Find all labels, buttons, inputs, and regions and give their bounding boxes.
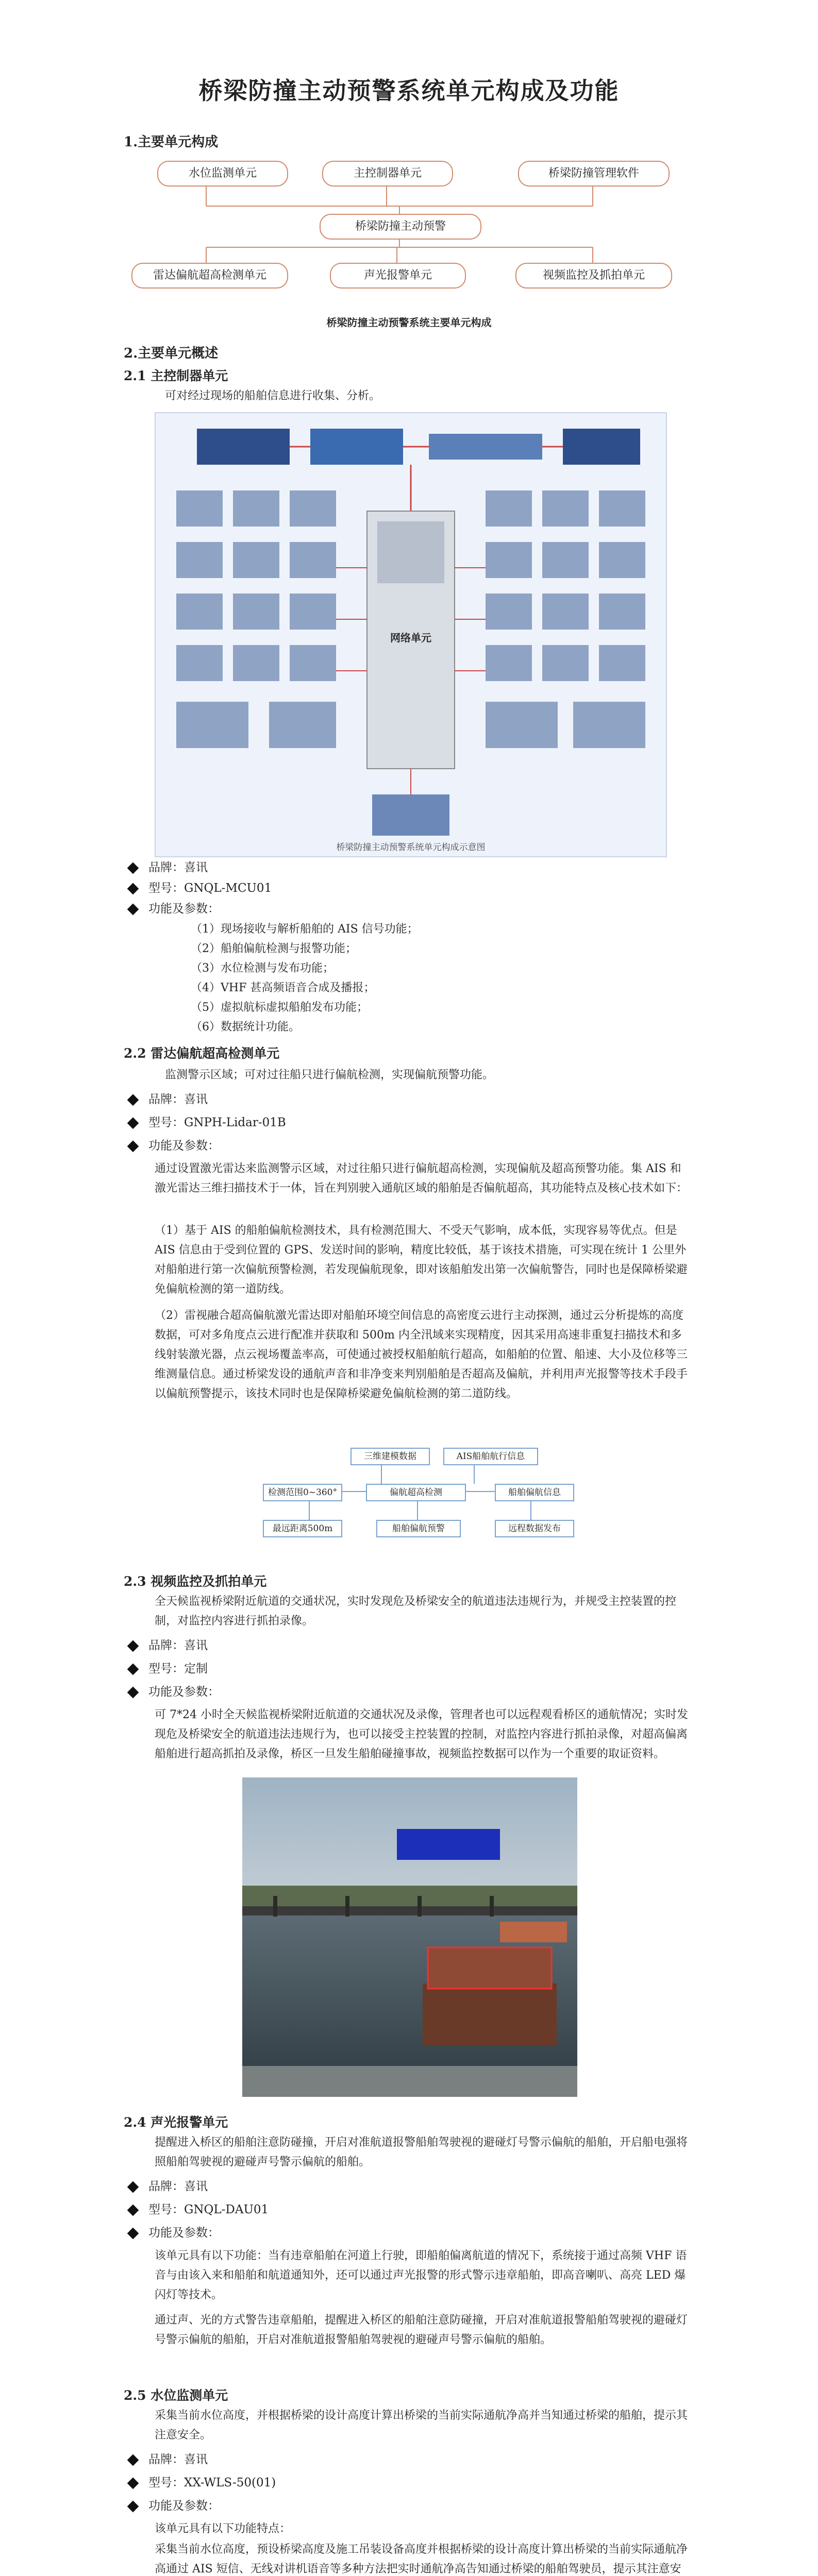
s25-func-label: 功能及参数： [129,2496,220,2516]
s24-func-label: 功能及参数： [129,2223,220,2243]
s21-func-3: （3）水位检测与发布功能； [191,962,334,975]
s21-func-4: （4）VHF 甚高频语音合成及播报； [191,981,375,994]
s22-para-2: （1）基于 AIS 的船舶偏航检测技术，具有检测范围大、不受天气影响，成本低，实现容易等优点。但是 AIS 信息由于受到位置的 GPS、发送时间的影响，精度比较低，基于该技术措施，可实现在统计 1 公里外对船舶进行第一次偏航预警检测，若发现偏航现象，即对该船舶发出第一次偏航警告，同时也是保障桥梁避免偏航检测的第一道防线。 [155,1224,688,1296]
s21-func-2: （2）船舶偏航检测与报警功能； [191,942,357,955]
s23-brand: 品牌：喜讯 [129,1636,208,1655]
flow-ais-info: AIS船舶航行信息 [443,1448,538,1465]
unit-water-level: 水位监测单元 [157,161,288,187]
s24-brand: 品牌：喜讯 [129,2177,208,2196]
s22-para-1: 通过设置激光雷达来监测警示区域，对过往船只进行偏航超高检测，实现偏航及超高预警功能。集 AIS 和激光雷达三维扫描技术于一体，旨在判别驶入通航区域的船舶是否偏航超高，其功能特点及核心技术如下： [155,1162,688,1195]
s21-func-6: （6）数据统计功能。 [191,1021,300,1033]
flow-center: 偏航超高检测 [366,1484,466,1501]
section-1-caption: 桥梁防撞主动预警系统主要单元构成 [326,316,492,329]
s24-para-1: 该单元具有以下功能：当有违章船舶在河道上行驶，即船舶偏离航道的情况下，系统接于通过高频 VHF 语音与由该入来和船舶和航道通知外，还可以通过声光报警的形式警示违章船舶，即高音喇叭、高亮 LED 爆闪灯等技术。 [155,2249,687,2301]
section-2-2-heading: 2.2 雷达偏航超高检测单元 [124,1046,280,1061]
s21-func-5: （5）虚拟航标虚拟船舶发布功能； [191,1001,368,1014]
flow-range: 检测范围0~360° [263,1484,342,1501]
unit-video: 视频监控及抓拍单元 [515,263,672,289]
unit-management-software: 桥梁防撞管理软件 [518,161,670,187]
s22-para-3: （2）雷视融合超高偏航激光雷达即对船舶环境空间信息的高密度云进行主动探测，通过云分析提炼的高度数据，可对多角度点云进行配准并获取和 500m 内全汛域来实现精度，因其采用高速非重复扫描技术和多线射装激光器，点云视场覆盖率高，可使通过被授权船舶航行超高，如船舶的位置、船速、大小及位移等三维测量信息。通过桥梁发设的通航声音和非净变来判别船舶是否超高及偏航，并利用声光报警等技术手段手以偏航预警提示，该技术同时也是保障桥梁避免偏航检测的第二道防线。 [155,1309,688,1400]
section-2-heading: 2.主要单元概述 [124,346,219,361]
s21-func-1: （1）现场接收与解析船舶的 AIS 信号功能； [191,923,419,936]
s24-model: 型号：GNQL-DAU01 [129,2200,269,2219]
section-2-5-intro: 采集当前水位高度，并根据桥梁的设计高度计算出桥梁的当前实际通航净高并当知通过桥梁的船舶，提示其注意安全。 [155,2409,688,2442]
s21-func-label: 功能及参数： [129,899,220,919]
s21-brand: 品牌：喜讯 [129,858,208,877]
section-2-2-intro: 监测警示区域；可对过往船只进行偏航检测，实现偏航预警功能。 [165,1069,494,1081]
s22-brand: 品牌：喜讯 [129,1090,208,1109]
network-diagram-caption: 桥梁防撞主动预警系统单元构成示意图 [336,842,486,853]
section-2-3-heading: 2.3 视频监控及抓拍单元 [124,1574,267,1589]
flow-remote: 远程数据发布 [495,1520,574,1537]
s25-para-1: 该单元具有以下功能特点： [155,2522,291,2535]
flow-3d-model: 三维建模数据 [350,1448,430,1465]
s25-model: 型号：XX-WLS-50(01) [129,2473,276,2493]
bridge-surveillance-photo [242,1777,577,2097]
flow-yaw-info: 船舶偏航信息 [495,1484,574,1501]
s25-brand: 品牌：喜讯 [129,2450,208,2469]
section-2-4-heading: 2.4 声光报警单元 [124,2115,228,2130]
s23-func-label: 功能及参数： [129,1682,220,1702]
network-unit-label: 网络单元 [390,632,431,644]
section-2-4-intro: 提醒进入桥区的船舶注意防碰撞，开启对准航道报警船舶驾驶视的避碰灯号警示偏航的船舶，开启船电强将照船舶驾驶视的避碰声号警示偏航的船舶。 [155,2136,688,2168]
unit-radar: 雷达偏航超高检测单元 [131,263,288,289]
photo-graphic [242,1777,577,2097]
section-2-1-heading: 2.1 主控制器单元 [124,368,228,383]
section-2-5-heading: 2.5 水位监测单元 [124,2388,228,2403]
s22-model: 型号：GNPH-Lidar-01B [129,1113,286,1132]
section-2-3-intro: 全天候监视桥梁附近航道的交通状况，实时发现危及桥梁安全的航道违法违规行为，并规受主控装置的控制，对监控内容进行抓拍录像。 [155,1595,677,1628]
unit-bridge-center: 桥梁防撞主动预警 [320,214,481,240]
s22-func-label: 功能及参数： [129,1136,220,1156]
section-1-heading: 1.主要单元构成 [124,134,219,150]
s25-para-2: 采集当前水位高度，预设桥梁高度及施工吊装设备高度并根据桥梁的设计高度计算出桥梁的当前实际通航净高通过 AIS 短信、无线对讲机语音等多种方法把实时通航净高告知通过桥梁的船舶驾驶员，提示其注意安 [155,2543,688,2575]
flow-distance: 最远距离500m [263,1520,342,1537]
unit-sound-light: 声光报警单元 [330,263,466,289]
page-title: 桥梁防撞主动预警系统单元构成及功能 [198,77,620,105]
flow-yaw-warning: 船舶偏航预警 [376,1520,461,1537]
unit-main-controller: 主控制器单元 [322,161,453,187]
s23-para: 可 7*24 小时全天候监视桥梁附近航道的交通状况及录像，管理者也可以远程观看桥区的通航情况；实时发现危及桥梁安全的航道违法违规行为，也可以接受主控装置的控制，对监控内容进行抓拍录像，对超高偏离船舶进行超高抓拍及录像，桥区一旦发生船舶碰撞事故，视频监控数据可以作为一个重要的取证资料。 [155,1708,688,1760]
s24-para-2: 通过声、光的方式警告违章船舶，提醒进入桥区的船舶注意防碰撞，开启对准航道报警船舶驾驶视的避碰灯号警示偏航的船舶，开启对准航道报警船舶驾驶视的避碰声号警示偏航的船舶。 [155,2314,688,2346]
s21-model: 型号：GNQL-MCU01 [129,878,272,898]
s23-model: 型号：定制 [129,1659,208,1679]
section-2-1-intro: 可对经过现场的船舶信息进行收集、分析。 [165,389,381,402]
